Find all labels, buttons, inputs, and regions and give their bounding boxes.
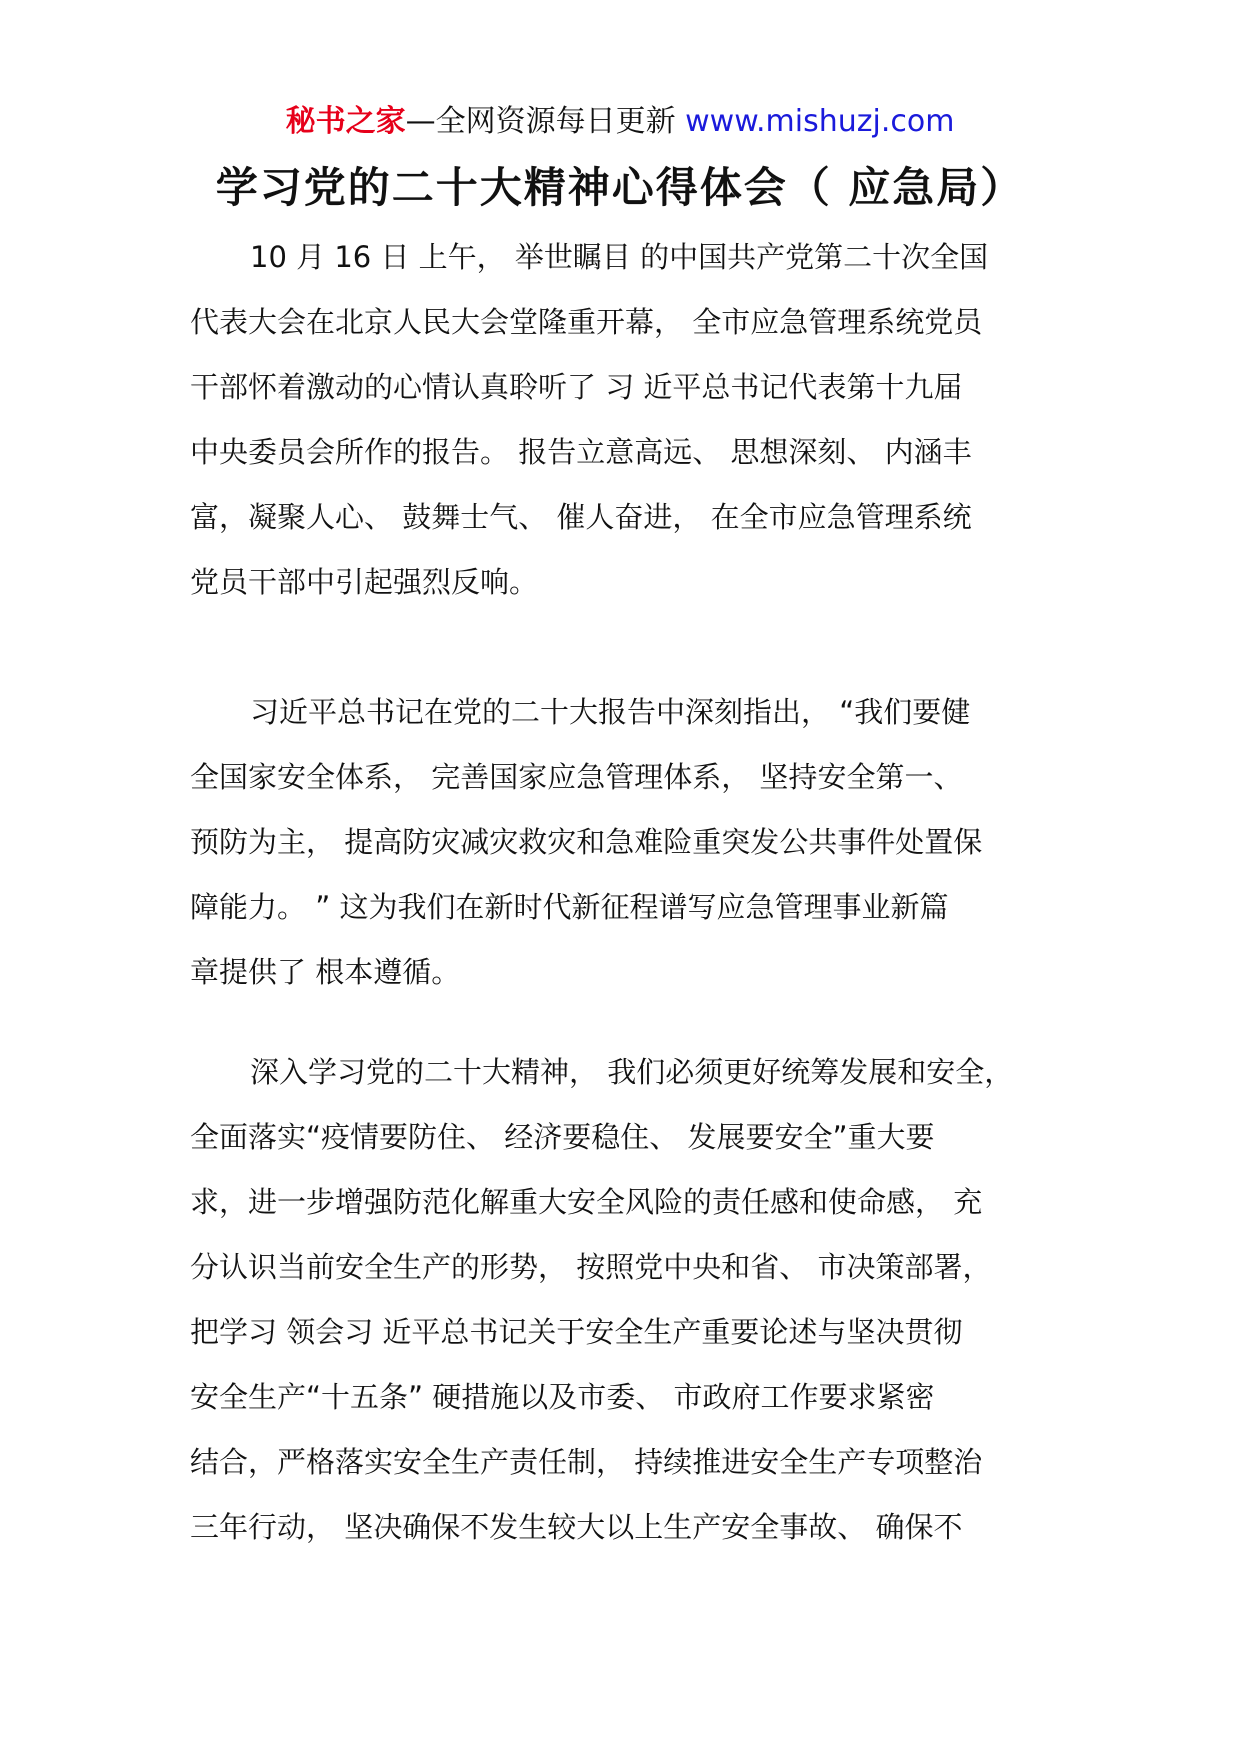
- paragraph-line: 预防为主， 提高防灾减灾救灾和急难险重突发公共事件处置保: [190, 825, 983, 859]
- paragraph-line: 中央委员会所作的报告。 报告立意高远、 思想深刻、 内涵丰: [190, 435, 972, 469]
- paragraph-line: 代表大会在北京人民大会堂隆重开幕， 全市应急管理系统党员: [190, 305, 983, 339]
- paragraph-line: 章提供了 根本遵循。: [190, 955, 461, 989]
- paragraph-line: 深入学习党的二十大精神， 我们必须更好统筹发展和安全，: [250, 1055, 1014, 1089]
- paragraph-line: 党员干部中引起强烈反响。: [190, 565, 539, 599]
- paragraph-line: 干部怀着激动的心情认真聆听了 习 近平总书记代表第十九届: [190, 370, 963, 404]
- paragraph-line: 10 月 16 日 上午， 举世瞩目 的中国共产党第二十次全国: [250, 240, 989, 274]
- paragraph-line: 习近平总书记在党的二十大报告中深刻指出， “我们要健: [250, 695, 971, 729]
- paragraph-line: 全国家安全体系， 完善国家应急管理体系， 坚持安全第一、: [190, 760, 963, 794]
- paragraph-line: 富，凝聚人心、 鼓舞士气、 催人奋进， 在全市应急管理系统: [190, 500, 972, 534]
- paragraph-line: 障能力。 ” 这为我们在新时代新征程谱写应急管理事业新篇: [190, 890, 949, 924]
- paragraph-line: 安全生产“十五条” 硬措施以及市委、 市政府工作要求紧密: [190, 1380, 935, 1414]
- site-url-link[interactable]: www.mishuzj.com: [685, 104, 955, 139]
- paragraph-line: 分认识当前安全生产的形势， 按照党中央和省、 市决策部署，: [190, 1250, 992, 1284]
- paragraph-line: 三年行动， 坚决确保不发生较大以上生产安全事故、 确保不: [190, 1510, 963, 1544]
- paragraph-line: 全面落实“疫情要防住、 经济要稳住、 发展要安全”重大要: [190, 1120, 935, 1154]
- paragraph-line: 求，进一步增强防范化解重大安全风险的责任感和使命感， 充: [190, 1185, 983, 1219]
- paragraph-1: [190, 225, 1055, 615]
- brand-name: 秘书之家: [285, 104, 406, 139]
- document-title: 学习党的二十大精神心得体会（ 应急局）: [215, 163, 1025, 212]
- paragraph-3: [190, 1040, 1055, 1560]
- site-banner: [0, 100, 1240, 144]
- paragraph-line: 结合，严格落实安全生产责任制， 持续推进安全生产专项整治: [190, 1445, 983, 1479]
- banner-slogan: —全网资源每日更新: [405, 104, 686, 139]
- paragraph-2: [190, 680, 1055, 1005]
- paragraph-line: 把学习 领会习 近平总书记关于安全生产重要论述与坚决贯彻: [190, 1315, 963, 1349]
